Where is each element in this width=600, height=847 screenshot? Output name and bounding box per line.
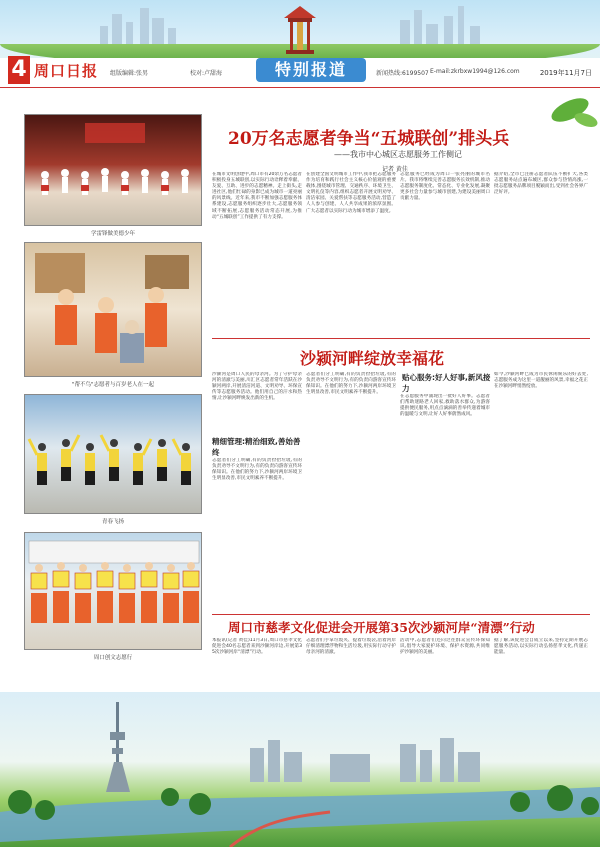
article1-headline: 20万名志愿者争当“五城联创”排头兵 — [228, 129, 510, 149]
divider-1 — [212, 338, 590, 339]
dancers-icon — [25, 395, 202, 514]
photo-civic-volunteers — [24, 532, 202, 650]
article3-headline: 周口市慈孝文化促进会开展第35次沙颍河岸“清漂”行动 — [228, 620, 535, 635]
article2-column-4: 如今,沙颍河畔已成为市民休闲娱乐的好去处,志愿服务成为这里一道靓丽的风景,幸福之花正在沙颍河畔悄然绽放。 — [494, 372, 588, 390]
article1-column-3: 志愿服务已经成为周口一张亮丽的城市名片。我市将继续完善志愿服务长效机制,推动志愿服务制度化、常态化、专业化发展,凝聚更多社会力量参与城市创建,为建设美丽周口贡献力量。 — [400, 172, 490, 202]
article2-headline: 沙颍河畔绽放幸福花 — [300, 349, 445, 368]
photo-elderly-care — [24, 242, 202, 377]
article1-byline: 记者 黄佳 — [382, 166, 408, 173]
paper-name: 周口日报 — [34, 62, 99, 80]
page-number: 4 — [8, 56, 30, 84]
photo-caption-3: 青春飞扬 — [101, 519, 124, 525]
phone-line: 新闻热线:6199507 — [376, 70, 429, 77]
proof-line: 校对:卢甜海 — [190, 70, 223, 77]
article1-column-2: 在创建全国文明城市工作中,我市把志愿服务作为培育和践行社会主义核心价值观的重要载体,围绕城市管理、交通秩序、环境卫生、文明礼仪等内容,组织志愿者开展文明劝导、清洁家园、关爱帮扶等志愿服务活动,营造了人人参与创建、人人共享成果的浓厚氛围。广大志愿者以实际行动为城市增添了温度。 — [306, 172, 396, 214]
issue-date: 2019年11月7日 — [539, 69, 592, 77]
article2-column-1: 沙颍河是周口人民的母亲河。为了守护母亲河的清澈与美丽,川汇区志愿者常年活跃在沙颍河两岸,开展清洁河道、文明劝导、环保宣传等志愿服务活动。他们用自己的汗水和热情,让沙颍河畔焕发出新的生机。 — [212, 372, 302, 402]
article3-column-3: 活动中,志愿者们还向过往群众宣传环保知识,倡导大家爱护环境、保护水资源,共同维护沙颍河的美丽。 — [400, 638, 490, 656]
article1-column-4: 据介绍,全市已注册志愿者队伍不断扩大,各类志愿服务站点遍布城区,群众参与热情高涨,一批志愿服务品牌项目脱颖而出,受到社会各界广泛好评。 — [494, 172, 588, 196]
article2-subtitle-a: 精细管理:精治细致,善始善终 — [212, 437, 301, 457]
article2-subtitle-b: 贴心服务:好人好事,新风接力 — [402, 373, 491, 393]
section-title: 特别报道 — [256, 58, 366, 82]
bottom-cityscape — [0, 692, 600, 847]
photo-column — [6, 92, 204, 682]
tv-tower-icon — [0, 692, 600, 847]
email-line: E-mail:zkrbxw1994@126.com — [430, 68, 520, 75]
editor-line: 组版编辑:张男 — [110, 70, 149, 77]
pavilion-icon — [282, 4, 318, 56]
article1-column-1: 在城市文明创建中,周口市有20余万名志愿者积极投身五城联创,以实际行动诠释着奉献、友爱、互助、进步的志愿精神。走上街头,走进社区,他们忙碌的身影已成为城市一道亮丽的风景线。近年来,我市不断加强志愿服务体系建设,志愿服务组织逐步壮大,志愿服务领域不断拓展,志愿服务活动常态开展,为推动“五城联创”工作提供了有力支撑。 — [212, 172, 302, 220]
article3-column-1: 本报讯(记者 黄佳)11月3日,周口市慈孝文化促进会40名志愿者来到沙颍河岸边,开展第35次沙颍河岸“清漂”行动。 — [212, 638, 302, 656]
article1-subhead: ——我市中心城区志愿服务工作侧记 — [334, 150, 462, 159]
volunteers-icon — [25, 243, 202, 377]
performers-icon — [25, 115, 202, 226]
article3-column-2: 志愿者们手拿垃圾夹、提着垃圾袋,沿着河岸仔细清理漂浮物和生活垃圾,用实际行动守护母亲河的清澈。 — [306, 638, 396, 656]
masthead — [0, 0, 600, 88]
volunteer-group-icon — [25, 533, 202, 650]
article2-column-3: 在志愿服务中涌现出一批好人好事。志愿者们帮助迷路老人回家,救助落水群众,为游客提供便民服务,用点点滴滴的善举传递着城市的温暖与文明,让好人好事蔚然成风。 — [400, 394, 490, 418]
photo-caption-1: 学雷锋做美德少年 — [90, 231, 135, 237]
photo-youth — [24, 394, 202, 514]
article3-column-4: 据了解,该促进会自成立以来,坚持定期开展志愿服务活动,以实际行动弘扬慈孝文化,传递正能量。 — [494, 638, 588, 656]
divider-2 — [212, 614, 590, 615]
article2-column-2: 志愿者们分工明确,有的负责捡拾垃圾,有的负责劝导不文明行为,有的负责向游客宣传环保知识。在他们的努力下,沙颍河两岸环境卫生明显改善,市民文明素养不断提升。 — [306, 372, 396, 396]
photo-caption-4: 周口创文志愿行 — [93, 655, 133, 661]
article2-column-1b: 志愿者们分工明确,有的负责捡拾垃圾,有的负责劝导不文明行为,有的负责向游客宣传环保知识。在他们的努力下,沙颍河两岸环境卫生明显改善,市民文明素养不断提升。 — [212, 458, 302, 482]
photo-performance — [24, 114, 202, 226]
photo-caption-2: "帮不鸟"志愿者与百岁老人在一起 — [71, 382, 155, 388]
